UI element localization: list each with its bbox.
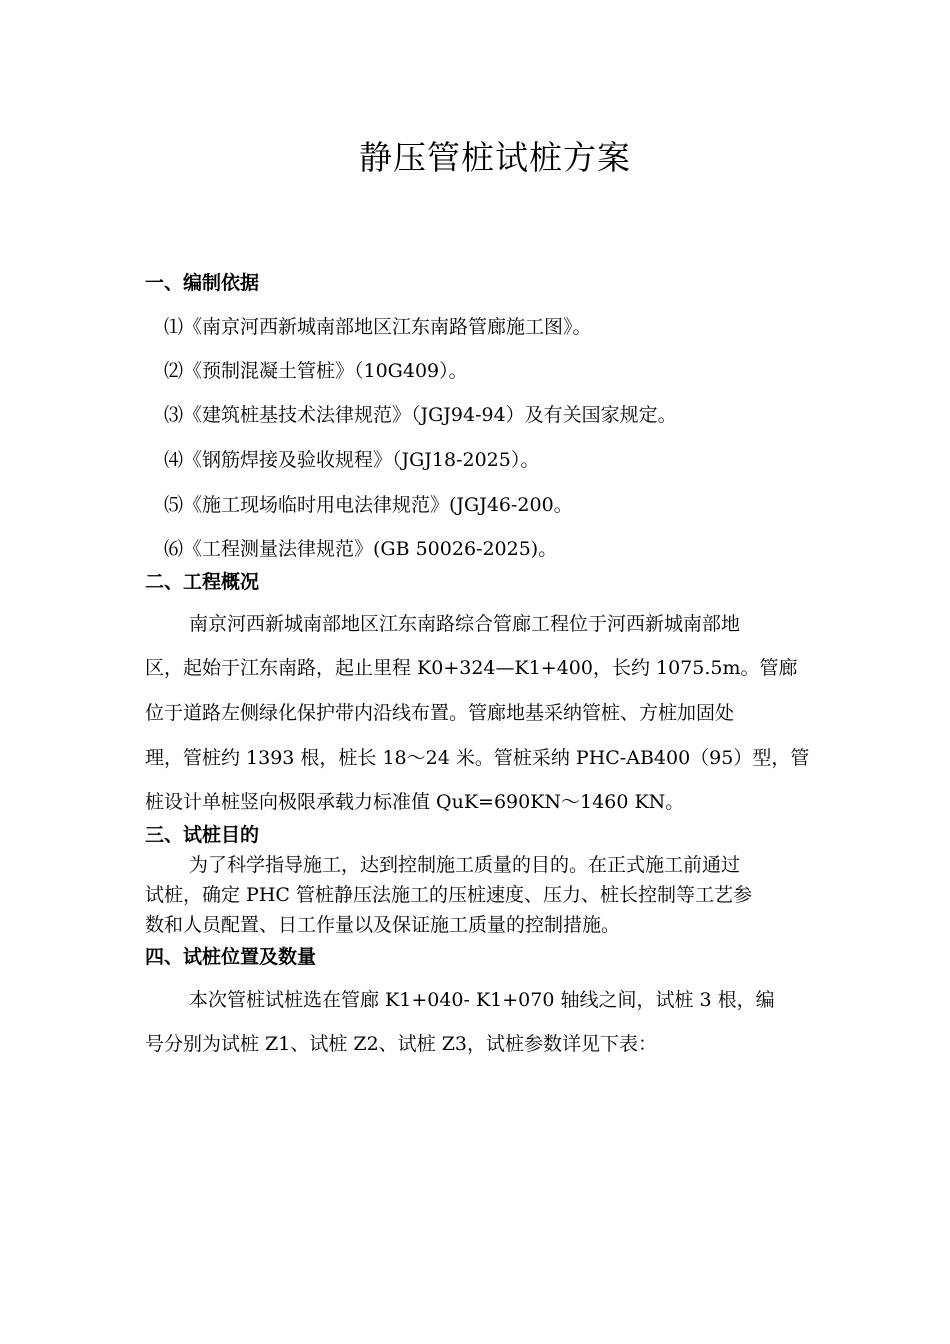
reference-item: ⑶《建筑桩基技术法律规范》（JGJ94-94）及有关国家规定。: [164, 404, 677, 426]
reference-item: ⑴《南京河西新城南部地区江东南路管廊施工图》。: [164, 316, 592, 338]
reference-item: ⑹《工程测量法律规范》(GB 50026-2025)。: [164, 538, 558, 560]
section-heading-overview: 二、工程概况: [145, 571, 260, 593]
paragraph-line: 为了科学指导施工，达到控制施工质量的目的。在正式施工前通过: [189, 854, 741, 876]
reference-item: ⑸《施工现场临时用电法律规范》(JGJ46-200。: [164, 494, 573, 516]
paragraph-line: 南京河西新城南部地区江东南路综合管廊工程位于河西新城南部地: [189, 613, 741, 635]
document-title: 静压管桩试桩方案: [359, 138, 631, 177]
paragraph-line: 号分别为试桩 Z1、试桩 Z2、试桩 Z3，试桩参数详见下表：: [145, 1033, 657, 1055]
paragraph-line: 试桩，确定 PHC 管桩静压法施工的压桩速度、压力、桩长控制等工艺参: [145, 884, 752, 906]
section-heading-basis: 一、编制依据: [145, 272, 260, 294]
paragraph-line: 本次管桩试桩选在管廊 K1+040- K1+070 轴线之间，试桩 3 根，编: [189, 989, 775, 1011]
paragraph-line: 区，起始于江东南路，起止里程 K0+324—K1+400，长约 1075.5m。管廊: [145, 657, 798, 679]
section-heading-purpose: 三、试桩目的: [145, 824, 260, 846]
paragraph-line: 位于道路左侧绿化保护带内沿线布置。管廊地基采纳管桩、方桩加固处: [145, 702, 735, 724]
section-heading-location: 四、试桩位置及数量: [145, 946, 317, 968]
reference-item: ⑵《预制混凝土管桩》（10G409）。: [164, 360, 468, 382]
reference-item: ⑷《钢筋焊接及验收规程》（JGJ18-2025）。: [164, 449, 540, 471]
paragraph-line: 理，管桩约 1393 根，桩长 18～24 米。管桩采纳 PHC-AB400（95）型，管: [145, 747, 810, 769]
paragraph-line: 桩设计单桩竖向极限承载力标准值 QuK=690KN～1460 KN。: [145, 791, 685, 813]
paragraph-line: 数和人员配置、日工作量以及保证施工质量的控制措施。: [145, 914, 621, 936]
